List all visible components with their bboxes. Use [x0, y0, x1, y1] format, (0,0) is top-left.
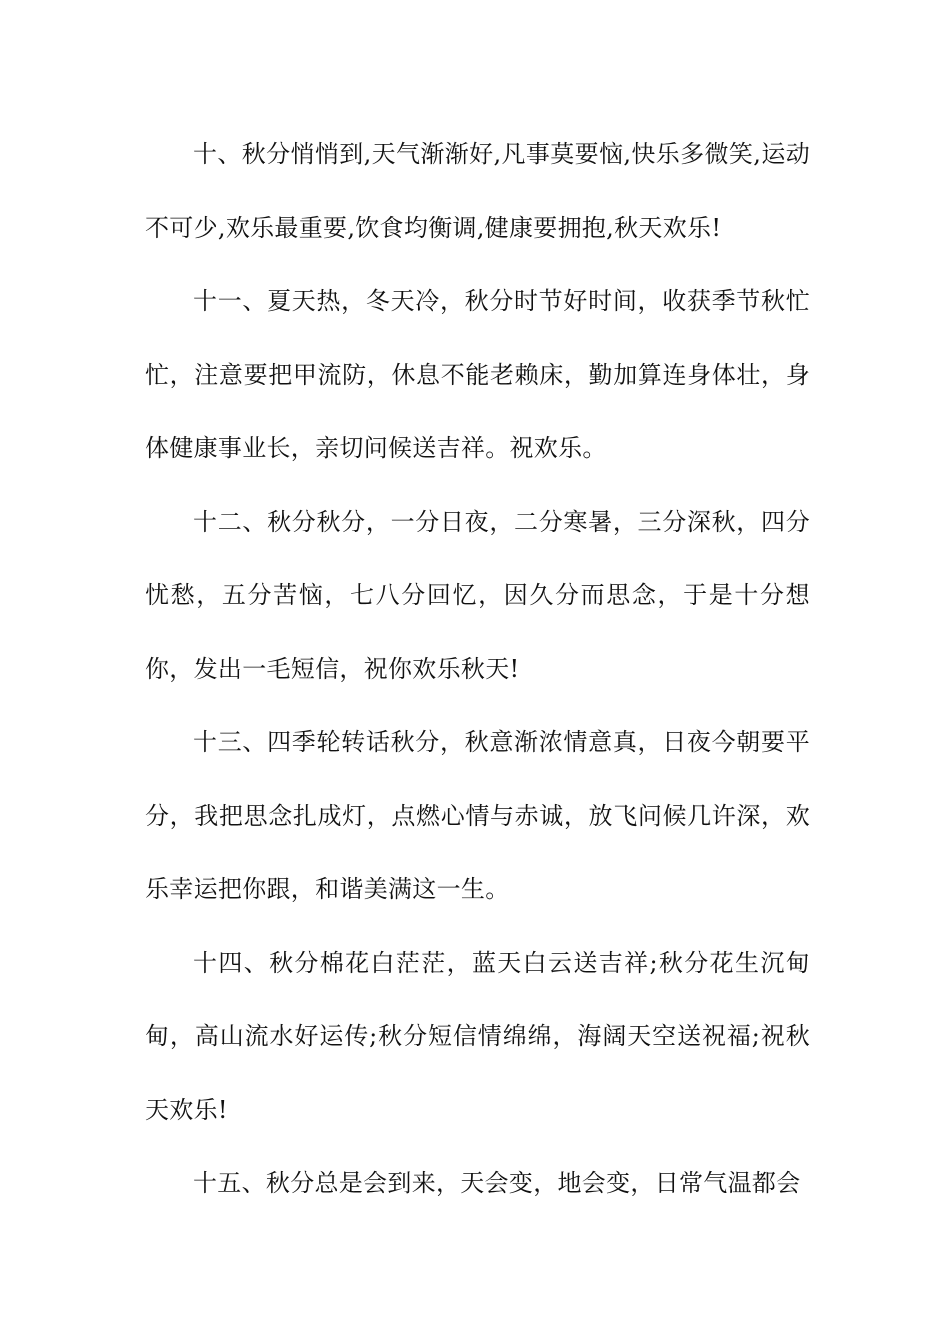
paragraph-11: 十一、夏天热，冬天冷，秋分时节好时间，收获季节秋忙忙，注意要把甲流防，休息不能老赖床，勤加算连身体壮，身体健康事业长，亲切问候送吉祥。祝欢乐。	[145, 287, 810, 462]
paragraph-12: 十二、秋分秋分，一分日夜，二分寒暑，三分深秋，四分忧愁，五分苦恼，七八分回忆，因久分而思念，于是十分想你，发出一毛短信，祝你欢乐秋天!	[145, 507, 810, 683]
paragraph-14: 十四、秋分棉花白茫茫，蓝天白云送吉祥;秋分花生沉甸甸，高山流水好运传;秋分短信情绵绵，海阔天空送祝福;祝秋天欢乐!	[145, 948, 810, 1124]
paragraph-15: 十五、秋分总是会到来，天会变，地会变，日常气温都会	[193, 1169, 801, 1197]
paragraph-13: 十三、四季轮转话秋分，秋意渐浓情意真，日夜今朝要平分，我把思念扎成灯，点燃心情与赤诚，放飞问候几许深，欢乐幸运把你跟，和谐美满这一生。	[145, 728, 810, 903]
paragraph-10: 十、秋分悄悄到,天气渐渐好,凡事莫要恼,快乐多微笑,运动不可少,欢乐最重要,饮食均衡调,健康要拥抱,秋天欢乐!	[145, 140, 810, 242]
document-body	[145, 118, 810, 1221]
